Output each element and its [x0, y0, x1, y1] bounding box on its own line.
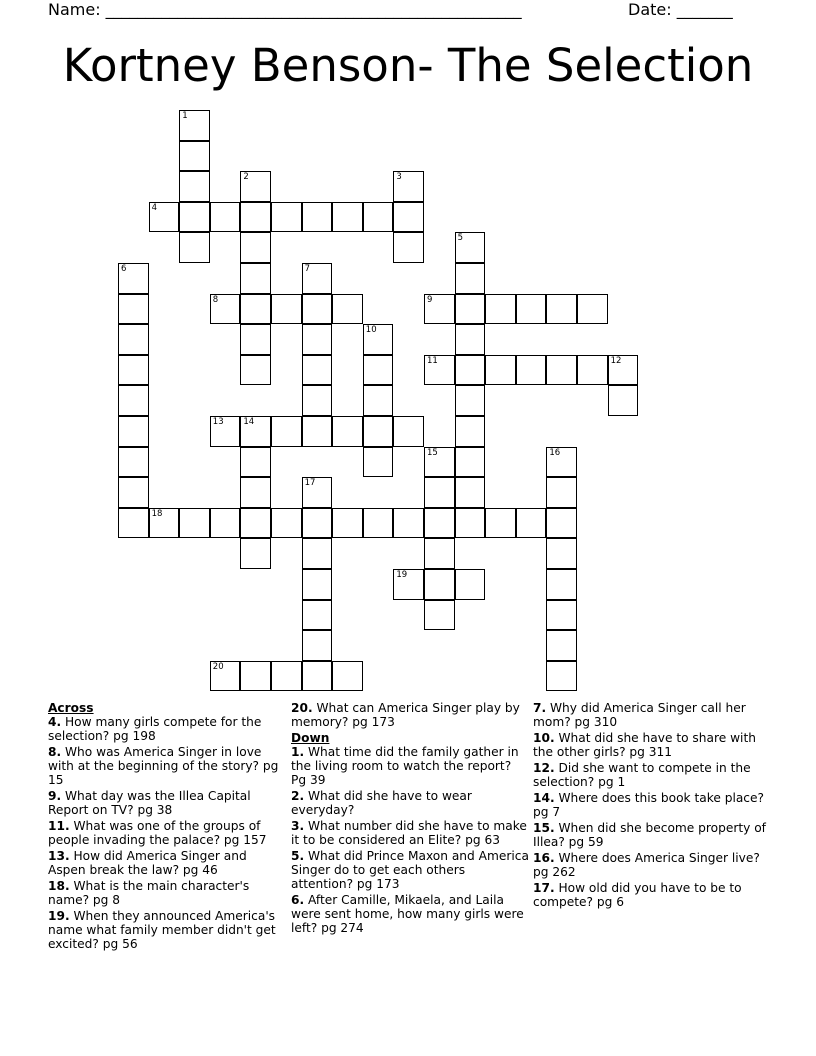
grid-cell[interactable]	[179, 232, 210, 263]
down-clue	[533, 821, 773, 849]
clue-text: What did she have to wear everyday?	[291, 789, 472, 817]
clue-number: 8.	[48, 745, 62, 759]
grid-cell[interactable]	[485, 294, 516, 325]
grid-cell[interactable]	[424, 294, 455, 325]
grid-cell[interactable]	[393, 508, 424, 539]
cell-number: 6	[121, 264, 127, 274]
puzzle-title: Kortney Benson- The Selection	[62, 39, 754, 92]
clue-text: Who was America Singer in love with at the beginning of the story? pg 15	[48, 745, 279, 787]
across-clue	[48, 879, 286, 907]
grid-cell[interactable]	[546, 538, 577, 569]
grid-cell[interactable]	[240, 416, 271, 447]
grid-cell[interactable]	[240, 355, 271, 386]
down-clue	[291, 789, 529, 817]
clue-number: 4.	[48, 715, 62, 729]
clue-text: What was one of the groups of people invading the palace? pg 157	[48, 819, 267, 847]
clue-number: 15.	[533, 821, 555, 835]
down-clue	[533, 701, 773, 729]
grid-cell[interactable]	[271, 416, 302, 447]
clue-column-2	[291, 701, 529, 937]
grid-cell[interactable]	[393, 171, 424, 202]
grid-cell[interactable]	[118, 508, 149, 539]
down-clue	[533, 851, 773, 879]
cell-number: 2	[243, 172, 249, 183]
clue-number: 18.	[48, 879, 70, 893]
grid-cell[interactable]	[516, 508, 547, 539]
grid-cell[interactable]	[149, 508, 180, 539]
grid-cell[interactable]	[577, 355, 608, 386]
grid-cell[interactable]	[302, 324, 333, 355]
clue-number: 11.	[48, 819, 70, 833]
clue-text: Did she want to compete in the selection? pg 1	[533, 761, 751, 789]
cell-number: 15	[427, 447, 438, 458]
clue-number: 12.	[533, 761, 555, 775]
clue-number: 19.	[48, 909, 70, 923]
grid-cell[interactable]	[179, 110, 210, 141]
down-clue	[291, 819, 529, 847]
grid-cell[interactable]	[302, 202, 333, 233]
grid-cell[interactable]	[455, 477, 486, 508]
clue-number: 3.	[291, 819, 305, 833]
grid-cell[interactable]	[240, 202, 271, 233]
grid-cell[interactable]	[455, 232, 486, 263]
grid-cell[interactable]	[302, 600, 333, 631]
grid-cell[interactable]	[240, 294, 271, 325]
grid-cell[interactable]	[608, 385, 639, 416]
grid-cell[interactable]	[424, 477, 455, 508]
clue-number: 14.	[533, 791, 555, 805]
clue-number: 6.	[291, 893, 305, 907]
cell-number: 12	[610, 355, 622, 366]
down-clue	[533, 761, 773, 789]
clue-text: What time did the family gather in the living room to watch the report? Pg 39	[291, 745, 519, 787]
grid-cell[interactable]	[546, 477, 577, 508]
down-clue	[291, 745, 529, 787]
grid-cell[interactable]	[240, 232, 271, 263]
clue-text: What did Prince Maxon and America Singer do to get each others attention? pg 173	[291, 849, 529, 891]
grid-cell[interactable]	[302, 508, 333, 539]
grid-cell[interactable]	[546, 661, 577, 692]
clue-text: What did she have to share with the other girls? pg 311	[533, 731, 756, 759]
grid-cell[interactable]	[302, 477, 333, 508]
grid-cell[interactable]	[455, 294, 486, 325]
clue-text: How many girls compete for the selection? pg 198	[48, 715, 262, 743]
down-clue	[533, 791, 773, 819]
cell-number: 17	[304, 478, 316, 489]
grid-cell[interactable]	[363, 355, 394, 386]
clue-number: 2.	[291, 789, 305, 803]
down-clue	[291, 893, 529, 935]
grid-cell[interactable]	[179, 171, 210, 202]
cell-number: 13	[212, 417, 224, 427]
cell-number: 5	[457, 233, 464, 244]
grid-cell[interactable]	[118, 385, 149, 416]
grid-cell[interactable]	[393, 232, 424, 263]
down-clue	[533, 881, 773, 909]
grid-cell[interactable]	[302, 538, 333, 569]
grid-cell[interactable]	[302, 294, 333, 325]
grid-cell[interactable]	[271, 508, 302, 539]
grid-cell[interactable]	[546, 508, 577, 539]
grid-cell[interactable]	[424, 447, 455, 478]
grid-cell[interactable]	[302, 569, 333, 600]
clue-number: 9.	[48, 789, 62, 803]
clue-number: 16.	[533, 851, 555, 865]
clue-column-3	[533, 701, 773, 911]
grid-cell[interactable]	[424, 355, 455, 386]
grid-cell[interactable]	[363, 508, 394, 539]
grid-cell[interactable]	[455, 324, 486, 355]
grid-cell[interactable]	[363, 324, 394, 355]
grid-cell[interactable]	[546, 569, 577, 600]
clue-number: 17.	[533, 881, 555, 895]
grid-cell[interactable]	[118, 355, 149, 386]
grid-cell[interactable]	[363, 447, 394, 478]
grid-cell[interactable]	[546, 294, 577, 325]
grid-cell[interactable]	[363, 385, 394, 416]
clue-text: Where does this book take place? pg 7	[533, 791, 764, 819]
date-line: Date: _______	[628, 0, 733, 19]
down-clue	[533, 731, 773, 759]
cell-number: 7	[304, 264, 311, 274]
grid-cell[interactable]	[516, 294, 547, 325]
clue-number: 5.	[291, 849, 305, 863]
grid-cell[interactable]	[485, 355, 516, 386]
grid-cell[interactable]	[240, 263, 271, 294]
grid-cell[interactable]	[393, 416, 424, 447]
grid-cell[interactable]	[332, 661, 363, 692]
grid-cell[interactable]	[302, 416, 333, 447]
grid-cell[interactable]	[118, 294, 149, 325]
clue-number: 7.	[533, 701, 547, 715]
clue-number: 10.	[533, 731, 555, 745]
grid-cell[interactable]	[546, 447, 577, 478]
grid-cell[interactable]	[332, 294, 363, 325]
cell-number: 18	[151, 508, 163, 519]
grid-cell[interactable]	[332, 202, 363, 233]
grid-cell[interactable]	[271, 202, 302, 233]
clue-number: 20.	[291, 701, 313, 715]
cell-number: 20	[212, 661, 224, 672]
grid-cell[interactable]	[608, 355, 639, 386]
grid-cell[interactable]	[546, 600, 577, 631]
grid-cell[interactable]	[302, 661, 333, 692]
grid-cell[interactable]	[118, 324, 149, 355]
grid-cell[interactable]	[363, 416, 394, 447]
clue-text: How did America Singer and Aspen break the law? pg 46	[48, 849, 247, 877]
cell-number: 19	[396, 570, 408, 580]
grid-cell[interactable]	[210, 416, 241, 447]
grid-cell[interactable]	[210, 294, 241, 325]
across-clue	[48, 715, 286, 743]
grid-cell[interactable]	[455, 263, 486, 294]
grid-cell[interactable]	[302, 263, 333, 294]
grid-cell[interactable]	[271, 661, 302, 692]
cell-number: 16	[549, 447, 561, 458]
grid-cell[interactable]	[179, 141, 210, 172]
across-clue	[48, 909, 286, 951]
grid-cell[interactable]	[332, 508, 363, 539]
clue-text: What can America Singer play by memory? pg 173	[291, 701, 520, 729]
grid-cell[interactable]	[455, 416, 486, 447]
across-clue	[291, 701, 529, 729]
grid-cell[interactable]	[485, 508, 516, 539]
grid-cell[interactable]	[302, 630, 333, 661]
grid-cell[interactable]	[210, 661, 241, 692]
clue-column-1	[48, 701, 286, 953]
clue-text: When they announced America's name what family member didn't get excited? pg 56	[48, 909, 276, 951]
grid-cell[interactable]	[516, 355, 547, 386]
grid-cell[interactable]	[455, 569, 486, 600]
grid-cell[interactable]	[118, 477, 149, 508]
clue-text: When did she become property of Illea? pg 59	[533, 821, 766, 849]
clue-text: What is the main character's name? pg 8	[48, 879, 250, 907]
cell-number: 10	[365, 325, 377, 336]
grid-cell[interactable]	[546, 630, 577, 661]
grid-cell[interactable]	[302, 355, 333, 386]
across-clue	[48, 819, 286, 847]
clue-number: 13.	[48, 849, 70, 863]
grid-cell[interactable]	[149, 202, 180, 233]
cell-number: 8	[212, 294, 219, 305]
grid-cell[interactable]	[455, 385, 486, 416]
grid-cell[interactable]	[546, 355, 577, 386]
grid-cell[interactable]	[240, 324, 271, 355]
clue-number: 1.	[291, 745, 305, 759]
clue-text: After Camille, Mikaela, and Laila were sent home, how many girls were left? pg 274	[291, 893, 524, 935]
across-clue	[48, 849, 286, 877]
cell-number: 9	[427, 294, 433, 305]
grid-cell[interactable]	[455, 508, 486, 539]
grid-cell[interactable]	[240, 171, 271, 202]
across-clue	[48, 789, 286, 817]
grid-cell[interactable]	[179, 508, 210, 539]
cell-number: 14	[243, 417, 255, 427]
across-clue	[48, 745, 286, 787]
grid-cell[interactable]	[210, 202, 241, 233]
grid-cell[interactable]	[455, 355, 486, 386]
cell-number: 4	[151, 202, 158, 213]
down-heading: Down	[291, 731, 330, 745]
cell-number: 1	[182, 111, 188, 121]
grid-cell[interactable]	[302, 385, 333, 416]
grid-cell[interactable]	[240, 477, 271, 508]
grid-cell[interactable]	[240, 447, 271, 478]
cell-number: 11	[427, 355, 438, 366]
grid-cell[interactable]	[455, 447, 486, 478]
grid-cell[interactable]	[424, 538, 455, 569]
cell-number: 3	[396, 172, 402, 183]
grid-cell[interactable]	[424, 508, 455, 539]
grid-cell[interactable]	[424, 600, 455, 631]
grid-cell[interactable]	[577, 294, 608, 325]
grid-cell[interactable]	[179, 202, 210, 233]
across-heading: Across	[48, 701, 94, 715]
grid-cell[interactable]	[210, 508, 241, 539]
grid-cell[interactable]	[332, 416, 363, 447]
clue-text: What day was the Illea Capital Report on TV? pg 38	[48, 789, 251, 817]
grid-cell[interactable]	[240, 538, 271, 569]
grid-cell[interactable]	[118, 416, 149, 447]
grid-cell[interactable]	[118, 263, 149, 294]
grid-cell[interactable]	[393, 569, 424, 600]
grid-cell[interactable]	[393, 202, 424, 233]
grid-cell[interactable]	[240, 508, 271, 539]
grid-cell[interactable]	[240, 661, 271, 692]
clue-text: Where does America Singer live? pg 262	[533, 851, 760, 879]
grid-cell[interactable]	[363, 202, 394, 233]
name-line: Name: ____________________________________________________	[48, 0, 522, 19]
down-clue	[291, 849, 529, 891]
clue-text: Why did America Singer call her mom? pg 310	[533, 701, 746, 729]
clue-text: How old did you have to be to compete? pg 6	[533, 881, 742, 909]
grid-cell[interactable]	[271, 294, 302, 325]
clue-text: What number did she have to make it to be considered an Elite? pg 63	[291, 819, 527, 847]
grid-cell[interactable]	[118, 447, 149, 478]
grid-cell[interactable]	[424, 569, 455, 600]
